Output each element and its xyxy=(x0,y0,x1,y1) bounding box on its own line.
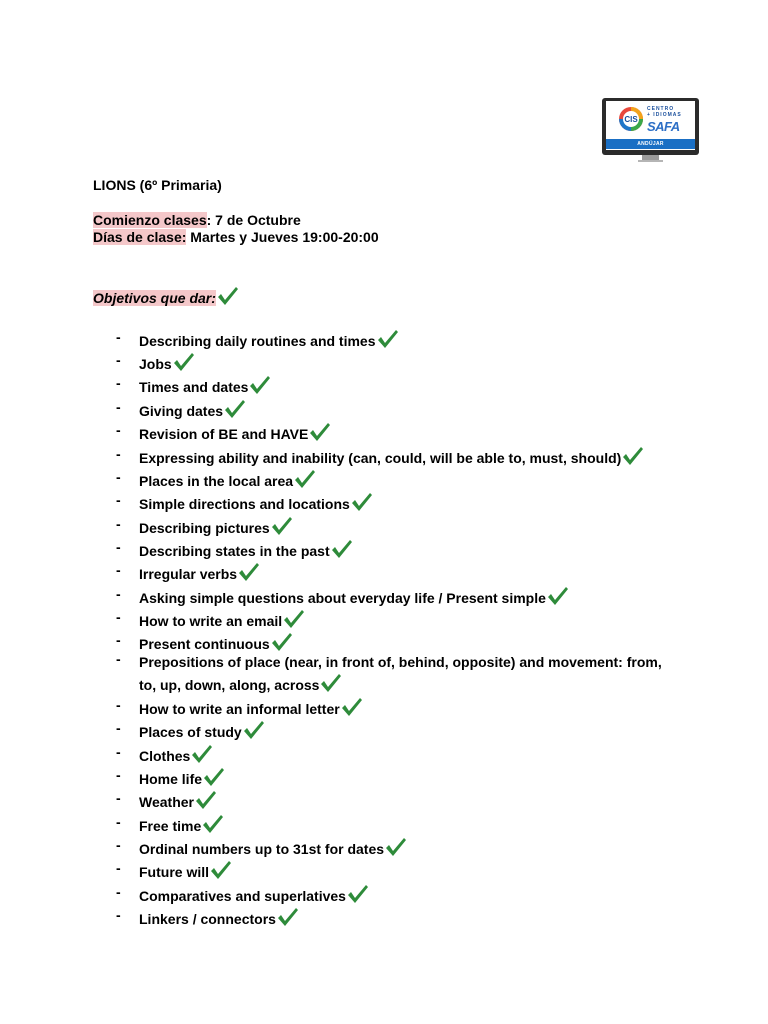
bullet-dash: - xyxy=(116,632,121,648)
list-item-label xyxy=(139,907,299,928)
checkmark-icon xyxy=(277,907,299,927)
checkmark-icon xyxy=(243,720,265,740)
list-item-label xyxy=(139,632,293,653)
list-item-label xyxy=(139,399,246,420)
list-item-label xyxy=(139,586,569,607)
days-value: Martes y Jueves 19:00-20:00 xyxy=(186,229,379,245)
checkmark-icon xyxy=(191,744,213,764)
list-item-text: Prepositions of place (near, in front of, behind, opposite) and movement: from, to, up, down, along, across xyxy=(139,654,662,693)
list-item-text: Home life xyxy=(139,771,203,787)
bullet-dash: - xyxy=(116,329,121,345)
bullet-dash: - xyxy=(116,767,121,783)
list-item-text: Jobs xyxy=(139,356,172,372)
checkmark-icon xyxy=(195,790,217,810)
list-item-label xyxy=(139,744,213,765)
bullet-dash: - xyxy=(116,469,121,485)
list-item-text: Comparatives and superlatives xyxy=(139,888,346,904)
list-item-label xyxy=(139,884,369,905)
list-item-label xyxy=(139,516,293,537)
list-item-text: How to write an email xyxy=(139,613,283,629)
checkmark-icon xyxy=(224,399,246,419)
list-item-label xyxy=(139,837,407,858)
logo-circle-text: CIS xyxy=(624,115,638,124)
list-item-text: Asking simple questions about everyday life / Present simple xyxy=(139,590,546,606)
page-title xyxy=(93,177,222,194)
bullet-dash: - xyxy=(116,399,121,415)
list-item-text: Simple directions and locations xyxy=(139,496,350,512)
bullet-dash: - xyxy=(116,907,121,923)
logo-band: ANDÚJAR xyxy=(606,139,695,149)
list-item-text: Linkers / connectors xyxy=(139,911,276,927)
bullet-dash: - xyxy=(116,422,121,438)
checkmark-icon xyxy=(377,329,399,349)
list-item-label xyxy=(139,697,363,718)
list-item-text: Expressing ability and inability (can, could, will be able to, must, should) xyxy=(139,450,622,466)
bullet-dash: - xyxy=(116,720,121,736)
checkmark-icon xyxy=(202,814,224,834)
checkmark-icon xyxy=(210,860,232,880)
checkmark-icon xyxy=(347,884,369,904)
gear-circle-icon xyxy=(618,106,644,132)
list-item-label xyxy=(139,767,225,788)
checkmark-icon xyxy=(331,539,353,559)
bullet-dash: - xyxy=(116,446,121,462)
list-item-text: Describing states in the past xyxy=(139,543,330,559)
bullet-dash: - xyxy=(116,352,121,368)
list-item-label xyxy=(139,609,305,630)
cis-safa-logo xyxy=(602,98,699,164)
start-value: : 7 de Octubre xyxy=(206,212,301,228)
objectives-heading xyxy=(93,286,239,307)
checkmark-icon xyxy=(341,697,363,717)
list-item-text: Weather xyxy=(139,794,194,810)
bullet-dash: - xyxy=(116,790,121,806)
monitor-base xyxy=(638,160,663,162)
bullet-dash: - xyxy=(116,814,121,830)
checkmark-icon xyxy=(320,673,342,693)
objectives-label: Objetivos que dar: xyxy=(93,290,216,306)
logo-line1: CENTRO xyxy=(647,106,675,112)
bullet-dash: - xyxy=(116,375,121,391)
list-item-label xyxy=(139,375,271,396)
checkmark-icon xyxy=(385,837,407,857)
list-item-text: How to write an informal letter xyxy=(139,701,340,717)
checkmark-icon xyxy=(547,586,569,606)
checkmark-icon xyxy=(271,632,293,652)
checkmark-icon xyxy=(309,422,331,442)
list-item-text: Places of study xyxy=(139,724,242,740)
checkmark-icon xyxy=(217,286,239,306)
list-item-label xyxy=(139,352,195,373)
list-item-label xyxy=(139,469,316,490)
list-item-label xyxy=(139,446,644,467)
list-item-label xyxy=(139,790,217,811)
title-text: LIONS (6º Primaria) xyxy=(93,177,222,193)
list-item-label xyxy=(139,562,260,583)
list-item-label xyxy=(139,492,373,513)
checkmark-icon xyxy=(622,446,644,466)
list-item-text: Future will xyxy=(139,864,209,880)
list-item-label xyxy=(139,860,232,881)
days-label: Días de clase: xyxy=(93,229,187,245)
list-item-text: Irregular verbs xyxy=(139,566,238,582)
list-item-text: Describing pictures xyxy=(139,520,270,536)
list-item-text: Clothes xyxy=(139,748,191,764)
checkmark-icon xyxy=(351,492,373,512)
days-line xyxy=(93,229,379,246)
bullet-dash: - xyxy=(116,586,121,602)
checkmark-icon xyxy=(203,767,225,787)
list-item-text: Present continuous xyxy=(139,636,270,652)
start-label: Comienzo clases xyxy=(93,212,207,228)
bullet-dash: - xyxy=(116,492,121,508)
list-item-text: Free time xyxy=(139,818,202,834)
bullet-dash: - xyxy=(116,837,121,853)
bullet-dash: - xyxy=(116,609,121,625)
list-item-text: Times and dates xyxy=(139,379,249,395)
list-item-text: Places in the local area xyxy=(139,473,294,489)
list-item-label xyxy=(139,720,265,741)
checkmark-icon xyxy=(271,516,293,536)
logo-brand: SAFA xyxy=(647,119,680,134)
checkmark-icon xyxy=(238,562,260,582)
bullet-dash: - xyxy=(116,516,121,532)
bullet-dash: - xyxy=(116,651,121,667)
checkmark-icon xyxy=(173,352,195,372)
bullet-dash: - xyxy=(116,884,121,900)
checkmark-icon xyxy=(283,609,305,629)
list-item-label xyxy=(139,814,224,835)
list-item-label xyxy=(139,651,679,696)
list-item-text: Ordinal numbers up to 31st for dates xyxy=(139,841,385,857)
logo-line2: + IDIOMAS xyxy=(647,112,682,118)
list-item-text: Describing daily routines and times xyxy=(139,333,376,349)
logo-text xyxy=(647,106,682,118)
list-item-text: Giving dates xyxy=(139,403,224,419)
list-item-label xyxy=(139,539,353,560)
list-item-text: Revision of BE and HAVE xyxy=(139,426,309,442)
bullet-dash: - xyxy=(116,860,121,876)
list-item-label xyxy=(139,329,399,350)
bullet-dash: - xyxy=(116,562,121,578)
bullet-dash: - xyxy=(116,744,121,760)
checkmark-icon xyxy=(294,469,316,489)
bullet-dash: - xyxy=(116,697,121,713)
start-line xyxy=(93,212,301,229)
bullet-dash: - xyxy=(116,539,121,555)
checkmark-icon xyxy=(249,375,271,395)
list-item-label xyxy=(139,422,331,443)
